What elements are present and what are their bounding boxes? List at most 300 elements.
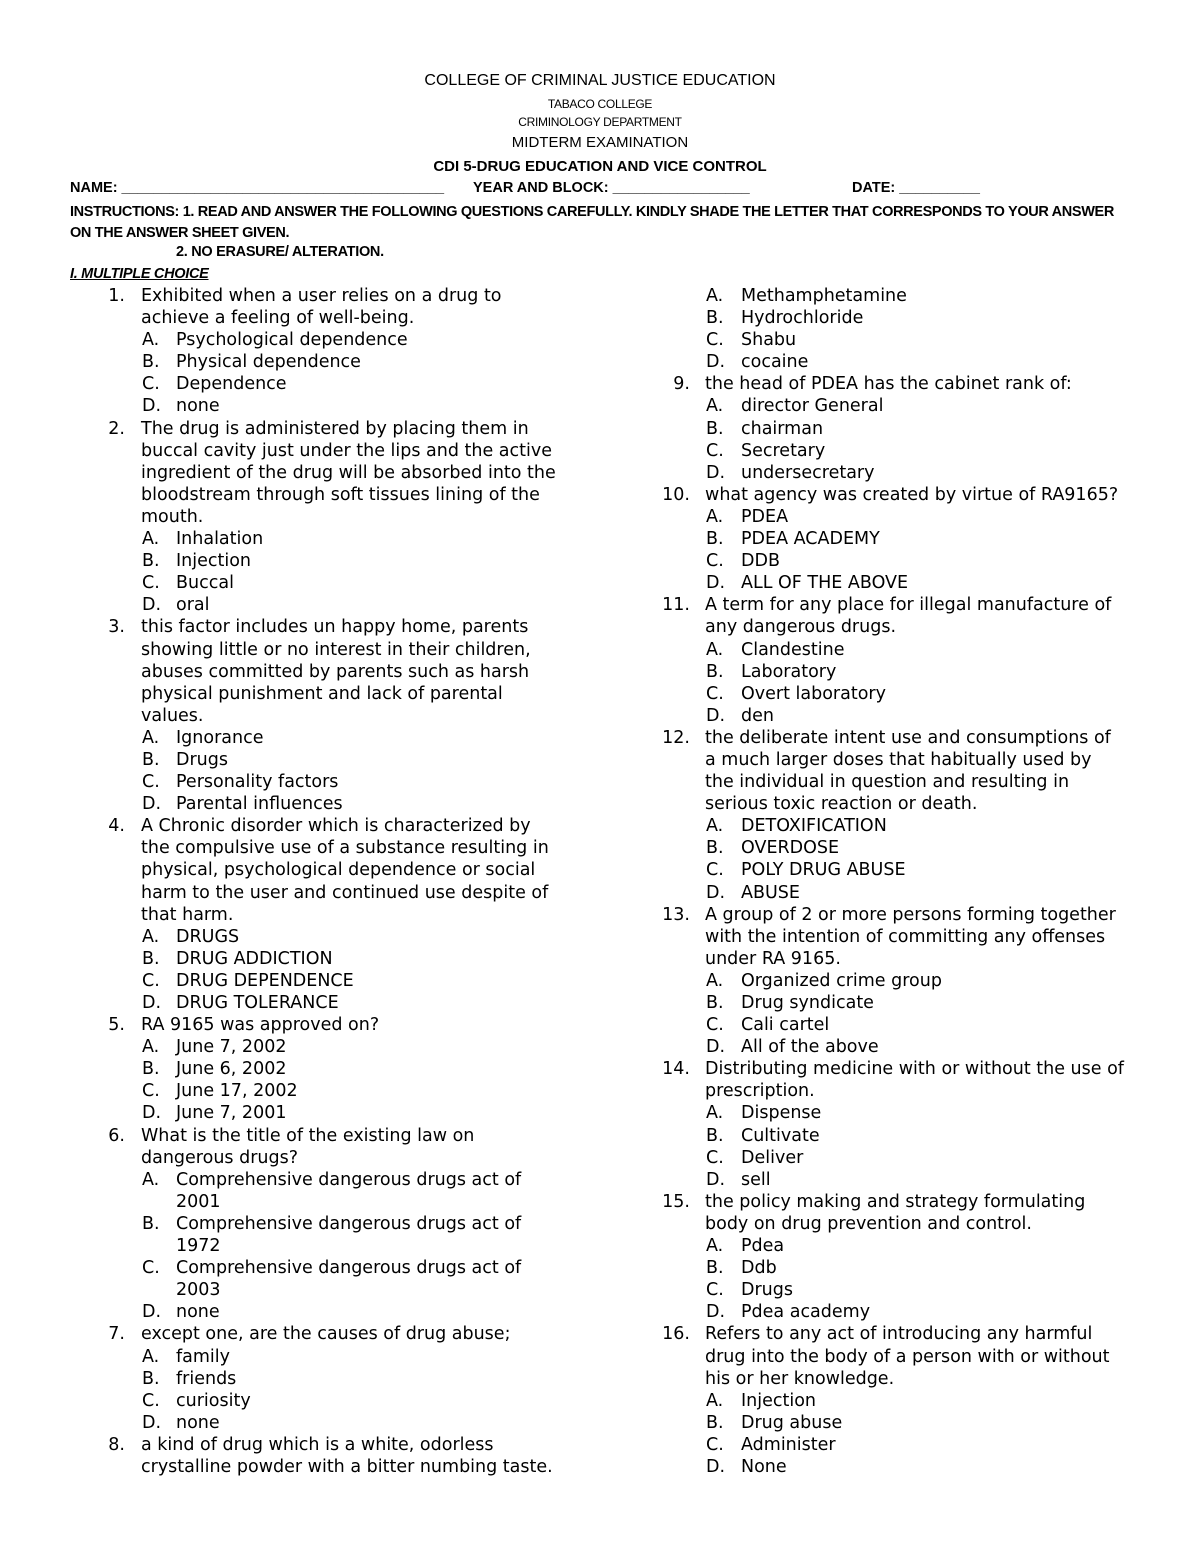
question-line bbox=[600, 1346, 1200, 1368]
answer-option bbox=[600, 1279, 1200, 1301]
answer-option bbox=[0, 1279, 600, 1301]
answer-option bbox=[0, 1412, 600, 1434]
answer-option bbox=[600, 528, 1200, 550]
answer-option bbox=[600, 550, 1200, 572]
option-text: Drugs bbox=[176, 749, 228, 770]
option-text: Comprehensive dangerous drugs act of bbox=[176, 1258, 522, 1279]
option-text: DRUG DEPENDENCE bbox=[176, 970, 354, 991]
option-letter: D. bbox=[142, 595, 162, 616]
right-question-column bbox=[600, 285, 1200, 1478]
college-name: COLLEGE OF CRIMINAL JUSTICE EDUCATION bbox=[424, 72, 776, 89]
question-line bbox=[0, 440, 600, 462]
option-text: Drug syndicate bbox=[741, 993, 874, 1013]
option-text: Psychological dependence bbox=[176, 330, 408, 351]
option-text: family bbox=[176, 1346, 231, 1367]
option-text: director General bbox=[741, 396, 884, 417]
answer-option bbox=[600, 572, 1200, 594]
option-text: Shabu bbox=[741, 330, 797, 351]
answer-option bbox=[600, 639, 1200, 661]
option-text: Pdea bbox=[741, 1236, 785, 1257]
question-line bbox=[0, 506, 600, 528]
student-fields bbox=[70, 180, 1130, 200]
question-line bbox=[0, 837, 600, 859]
department-name: CRIMINOLOGY DEPARTMENT bbox=[518, 115, 682, 129]
option-text: Dependence bbox=[176, 374, 287, 395]
option-text: June 17, 2002 bbox=[176, 1081, 298, 1102]
answer-option bbox=[600, 1301, 1200, 1323]
option-letter: D. bbox=[706, 1456, 726, 1477]
question-text: drug into the body of a person with or without bbox=[705, 1346, 1110, 1367]
option-text: 2001 bbox=[176, 1191, 221, 1212]
answer-option bbox=[0, 550, 600, 572]
option-letter: C. bbox=[142, 573, 160, 594]
question-line bbox=[600, 948, 1200, 970]
question-text: his or her knowledge. bbox=[705, 1368, 895, 1389]
answer-option bbox=[600, 1390, 1200, 1412]
question-text: physical, psychological dependence or social bbox=[141, 860, 536, 881]
question-line bbox=[0, 882, 600, 904]
question-text: values. bbox=[141, 705, 204, 726]
question-text: a kind of drug which is a white, odorless bbox=[141, 1434, 494, 1455]
question-line bbox=[0, 1456, 600, 1478]
option-letter: C. bbox=[706, 1434, 724, 1455]
question-number: 3. bbox=[108, 617, 125, 638]
answer-option bbox=[600, 837, 1200, 859]
answer-option bbox=[0, 749, 600, 771]
question-text: the head of PDEA has the cabinet rank of: bbox=[705, 374, 1072, 395]
option-letter: B. bbox=[706, 993, 724, 1013]
answer-option bbox=[0, 572, 600, 594]
option-text: Ddb bbox=[741, 1258, 777, 1279]
question-text: prescription. bbox=[705, 1081, 815, 1102]
answer-option bbox=[600, 285, 1200, 307]
option-letter: A. bbox=[706, 286, 724, 306]
question-text: Refers to any act of introducing any harmful bbox=[705, 1324, 1093, 1345]
option-letter: C. bbox=[706, 683, 724, 704]
question-line bbox=[0, 462, 600, 484]
option-text: DRUGS bbox=[176, 926, 240, 947]
option-letter: A. bbox=[142, 330, 160, 351]
answer-option bbox=[600, 1257, 1200, 1279]
question-text: serious toxic reaction or death. bbox=[705, 794, 978, 815]
question-line bbox=[600, 727, 1200, 749]
left-question-column bbox=[0, 285, 600, 1478]
option-letter: A. bbox=[706, 1103, 724, 1124]
answer-option bbox=[600, 351, 1200, 373]
option-letter: D. bbox=[142, 794, 162, 815]
answer-option bbox=[0, 793, 600, 815]
question-text: the policy making and strategy formulating bbox=[705, 1191, 1086, 1212]
answer-option bbox=[0, 1080, 600, 1102]
option-letter: B. bbox=[706, 529, 724, 550]
option-text: den bbox=[741, 705, 774, 726]
question-text: A term for any place for illegal manufacture of bbox=[705, 595, 1112, 616]
question-number: 13. bbox=[662, 904, 690, 925]
answer-option bbox=[600, 1147, 1200, 1169]
option-letter: C. bbox=[706, 1147, 724, 1168]
option-text: POLY DRUG ABUSE bbox=[741, 860, 906, 881]
answer-option bbox=[600, 329, 1200, 351]
answer-option bbox=[600, 1434, 1200, 1456]
option-text: DRUG ADDICTION bbox=[176, 948, 333, 969]
answer-option bbox=[0, 992, 600, 1014]
option-text: All of the above bbox=[741, 1037, 879, 1058]
question-text: The drug is administered by placing them in bbox=[141, 418, 529, 439]
question-text: harm to the user and continued use despite of bbox=[141, 882, 549, 903]
option-letter: D. bbox=[706, 705, 726, 726]
answer-option bbox=[600, 815, 1200, 837]
question-text: ingredient of the drug will be absorbed into the bbox=[141, 462, 556, 483]
option-text: DDB bbox=[741, 551, 780, 572]
answer-option bbox=[0, 727, 600, 749]
option-letter: B. bbox=[142, 1368, 160, 1389]
option-text: Injection bbox=[741, 1390, 817, 1411]
option-letter: B. bbox=[706, 838, 724, 859]
question-text: except one, are the causes of drug abuse; bbox=[141, 1324, 511, 1345]
option-letter: D. bbox=[706, 882, 726, 903]
question-line bbox=[0, 616, 600, 638]
option-letter: C. bbox=[706, 1280, 724, 1301]
question-line bbox=[600, 793, 1200, 815]
question-line bbox=[600, 594, 1200, 616]
subject-title: CDI 5-DRUG EDUCATION AND VICE CONTROL bbox=[433, 158, 767, 175]
option-text: Buccal bbox=[176, 573, 234, 594]
option-text: June 6, 2002 bbox=[176, 1059, 287, 1080]
answer-option bbox=[600, 661, 1200, 683]
option-text: Laboratory bbox=[741, 661, 837, 682]
option-text: friends bbox=[176, 1368, 237, 1389]
answer-option bbox=[0, 1169, 600, 1191]
question-text: achieve a feeling of well-being. bbox=[141, 308, 415, 329]
option-text: Organized crime group bbox=[741, 970, 942, 991]
option-text: Deliver bbox=[741, 1147, 804, 1168]
option-letter: B. bbox=[706, 1125, 724, 1146]
answer-option bbox=[600, 418, 1200, 440]
option-text: OVERDOSE bbox=[741, 838, 840, 859]
option-text: ABUSE bbox=[741, 882, 800, 903]
school-name: TABACO COLLEGE bbox=[547, 97, 653, 111]
answer-option bbox=[0, 1213, 600, 1235]
option-letter: C. bbox=[142, 772, 160, 793]
question-text: the individual in question and resulting in bbox=[705, 772, 1070, 793]
question-text: this factor includes un happy home, parents bbox=[141, 617, 529, 638]
question-line bbox=[0, 285, 600, 307]
option-text: PDEA bbox=[741, 506, 789, 527]
option-letter: D. bbox=[142, 1103, 162, 1124]
question-number: 7. bbox=[108, 1324, 125, 1345]
option-letter: A. bbox=[706, 506, 724, 527]
question-number: 9. bbox=[673, 374, 690, 395]
answer-option bbox=[600, 462, 1200, 484]
option-letter: B. bbox=[142, 1059, 160, 1080]
question-line bbox=[0, 1323, 600, 1345]
option-letter: C. bbox=[706, 440, 724, 461]
question-text: physical punishment and lack of parental bbox=[141, 683, 503, 704]
answer-option bbox=[0, 373, 600, 395]
option-text: Personality factors bbox=[176, 772, 339, 793]
option-text: ALL OF THE ABOVE bbox=[741, 573, 909, 594]
option-letter: D. bbox=[142, 1412, 162, 1433]
question-text: with the intention of committing any offenses bbox=[705, 926, 1106, 947]
question-line bbox=[0, 705, 600, 727]
answer-option bbox=[600, 1235, 1200, 1257]
option-letter: D. bbox=[142, 1302, 162, 1323]
question-line bbox=[600, 1058, 1200, 1080]
answer-option bbox=[600, 683, 1200, 705]
option-text: Cultivate bbox=[741, 1125, 820, 1146]
question-line bbox=[0, 1125, 600, 1147]
question-number: 16. bbox=[662, 1324, 690, 1345]
option-text: DRUG TOLERANCE bbox=[176, 993, 339, 1013]
question-text: dangerous drugs? bbox=[141, 1147, 298, 1168]
question-line bbox=[600, 373, 1200, 395]
question-text: what agency was created by virtue of RA9165? bbox=[705, 484, 1119, 505]
option-letter: B. bbox=[706, 418, 724, 439]
option-text: Inhalation bbox=[176, 529, 264, 550]
question-line bbox=[0, 661, 600, 683]
answer-option bbox=[0, 395, 600, 417]
question-text: A Chronic disorder which is characterized by bbox=[141, 816, 531, 837]
option-text: chairman bbox=[741, 418, 824, 439]
question-number: 10. bbox=[662, 484, 690, 505]
answer-option bbox=[600, 506, 1200, 528]
question-line bbox=[0, 683, 600, 705]
question-line bbox=[0, 418, 600, 440]
question-text: abuses committed by parents such as harsh bbox=[141, 661, 530, 682]
option-text: cocaine bbox=[741, 352, 809, 373]
option-text: None bbox=[741, 1456, 787, 1477]
option-letter: A. bbox=[142, 926, 160, 947]
option-letter: A. bbox=[706, 396, 724, 417]
answer-option bbox=[0, 970, 600, 992]
answer-option bbox=[0, 1235, 600, 1257]
option-letter: D. bbox=[142, 993, 162, 1013]
question-line bbox=[0, 307, 600, 329]
option-letter: D. bbox=[706, 352, 726, 373]
question-line bbox=[600, 1080, 1200, 1102]
option-letter: B. bbox=[142, 948, 160, 969]
option-text: Secretary bbox=[741, 440, 826, 461]
question-line bbox=[600, 771, 1200, 793]
option-text: 2003 bbox=[176, 1280, 221, 1301]
question-line bbox=[600, 749, 1200, 771]
question-line bbox=[0, 904, 600, 926]
answer-option bbox=[0, 528, 600, 550]
question-line bbox=[600, 616, 1200, 638]
question-line bbox=[0, 859, 600, 881]
answer-option bbox=[0, 1257, 600, 1279]
option-letter: C. bbox=[706, 330, 724, 351]
question-line bbox=[600, 1368, 1200, 1390]
question-line bbox=[600, 904, 1200, 926]
question-line bbox=[600, 1213, 1200, 1235]
option-letter: A. bbox=[706, 816, 724, 837]
option-text: Hydrochloride bbox=[741, 308, 864, 329]
option-letter: A. bbox=[142, 1037, 160, 1058]
option-letter: A. bbox=[142, 1169, 160, 1190]
option-text: Pdea academy bbox=[741, 1302, 871, 1323]
answer-option bbox=[600, 1036, 1200, 1058]
answer-option bbox=[600, 440, 1200, 462]
answer-option bbox=[600, 1125, 1200, 1147]
option-text: undersecretary bbox=[741, 462, 875, 483]
option-letter: D. bbox=[706, 1169, 726, 1190]
question-text: the compulsive use of a substance resulting in bbox=[141, 838, 549, 859]
question-text: showing little or no interest in their children, bbox=[141, 639, 531, 660]
question-number: 6. bbox=[108, 1125, 125, 1146]
question-text: Exhibited when a user relies on a drug to bbox=[141, 286, 502, 306]
option-text: DETOXIFICATION bbox=[741, 816, 887, 837]
question-text: RA 9165 was approved on? bbox=[141, 1015, 380, 1036]
answer-option bbox=[600, 1014, 1200, 1036]
option-letter: C. bbox=[706, 860, 724, 881]
instructions: INSTRUCTIONS: 1. READ AND ANSWER THE FOLLOWING QUESTIONS CAREFULLY. KINDLY SHADE THE LETTER THAT CORRESPONDS TO YOUR ANSWER ON THE ANSWER SHEET GIVEN. bbox=[70, 204, 1114, 241]
option-text: curiosity bbox=[176, 1390, 251, 1411]
option-letter: C. bbox=[142, 374, 160, 395]
option-text: oral bbox=[176, 595, 210, 616]
question-line bbox=[0, 1147, 600, 1169]
question-number: 14. bbox=[662, 1059, 690, 1080]
answer-option bbox=[0, 1036, 600, 1058]
option-letter: B. bbox=[706, 308, 724, 329]
option-letter: C. bbox=[142, 1258, 160, 1279]
question-number: 5. bbox=[108, 1015, 125, 1036]
answer-option bbox=[0, 1390, 600, 1412]
option-text: Drugs bbox=[741, 1280, 793, 1301]
question-line bbox=[0, 639, 600, 661]
question-number: 15. bbox=[662, 1191, 690, 1212]
question-line bbox=[600, 926, 1200, 948]
answer-option bbox=[0, 1301, 600, 1323]
year-block-field: YEAR AND BLOCK: _________________ bbox=[473, 180, 750, 196]
answer-option bbox=[0, 771, 600, 793]
answer-option bbox=[0, 1191, 600, 1213]
answer-option bbox=[600, 395, 1200, 417]
question-line bbox=[600, 484, 1200, 506]
option-letter: D. bbox=[706, 462, 726, 483]
option-text: none bbox=[176, 1412, 220, 1433]
option-letter: C. bbox=[142, 1081, 160, 1102]
question-text: What is the title of the existing law on bbox=[141, 1125, 475, 1146]
answer-option bbox=[600, 307, 1200, 329]
option-letter: C. bbox=[706, 551, 724, 572]
answer-option bbox=[0, 1346, 600, 1368]
option-letter: D. bbox=[706, 573, 726, 594]
option-letter: B. bbox=[142, 551, 160, 572]
option-letter: C. bbox=[142, 970, 160, 991]
question-line bbox=[600, 1323, 1200, 1345]
answer-option bbox=[600, 705, 1200, 727]
question-number: 4. bbox=[108, 816, 125, 837]
answer-option bbox=[600, 882, 1200, 904]
answer-option bbox=[600, 859, 1200, 881]
question-text: that harm. bbox=[141, 904, 234, 925]
answer-option bbox=[0, 594, 600, 616]
answer-option bbox=[0, 1368, 600, 1390]
option-letter: B. bbox=[142, 352, 160, 373]
answer-option bbox=[0, 1058, 600, 1080]
option-text: Clandestine bbox=[741, 639, 845, 660]
option-text: none bbox=[176, 1302, 220, 1323]
option-text: none bbox=[176, 396, 220, 417]
answer-option bbox=[0, 948, 600, 970]
option-letter: B. bbox=[706, 661, 724, 682]
question-text: crystalline powder with a bitter numbing taste. bbox=[141, 1456, 553, 1477]
answer-option bbox=[600, 1412, 1200, 1434]
question-number: 1. bbox=[108, 286, 125, 306]
option-letter: A. bbox=[706, 1236, 724, 1257]
option-text: Methamphetamine bbox=[741, 286, 907, 306]
question-text: mouth. bbox=[141, 506, 204, 527]
question-line bbox=[0, 484, 600, 506]
option-letter: B. bbox=[142, 749, 160, 770]
option-text: Cali cartel bbox=[741, 1015, 830, 1036]
option-letter: A. bbox=[142, 1346, 160, 1367]
question-line bbox=[0, 1434, 600, 1456]
option-text: Dispense bbox=[741, 1103, 822, 1124]
option-letter: D. bbox=[706, 1302, 726, 1323]
date-field: DATE: __________ bbox=[852, 180, 980, 196]
question-text: a much larger doses that habitually used by bbox=[705, 749, 1092, 770]
option-text: 1972 bbox=[176, 1236, 221, 1257]
option-letter: A. bbox=[142, 529, 160, 550]
option-text: Ignorance bbox=[176, 727, 264, 748]
question-text: under RA 9165. bbox=[705, 948, 841, 969]
option-text: Administer bbox=[741, 1434, 836, 1455]
question-text: buccal cavity just under the lips and the active bbox=[141, 440, 553, 461]
option-letter: A. bbox=[706, 970, 724, 991]
option-text: Overt laboratory bbox=[741, 683, 886, 704]
option-letter: B. bbox=[706, 1412, 724, 1433]
question-text: body on drug prevention and control. bbox=[705, 1213, 1032, 1234]
option-letter: A. bbox=[142, 727, 160, 748]
option-text: Comprehensive dangerous drugs act of bbox=[176, 1213, 522, 1234]
question-line bbox=[0, 1014, 600, 1036]
question-number: 2. bbox=[108, 418, 125, 439]
answer-option bbox=[600, 1102, 1200, 1124]
section-title: I. MULTIPLE CHOICE bbox=[70, 266, 209, 282]
answer-option bbox=[0, 351, 600, 373]
question-line bbox=[600, 1191, 1200, 1213]
option-text: June 7, 2001 bbox=[176, 1103, 287, 1124]
exam-title: MIDTERM EXAMINATION bbox=[511, 134, 689, 151]
option-letter: D. bbox=[142, 396, 162, 417]
option-text: sell bbox=[741, 1169, 771, 1190]
answer-option bbox=[600, 1456, 1200, 1478]
answer-option bbox=[600, 992, 1200, 1014]
instructions-rule-2: 2. NO ERASURE/ ALTERATION. bbox=[176, 244, 384, 260]
option-letter: A. bbox=[706, 1390, 724, 1411]
option-text: PDEA ACADEMY bbox=[741, 529, 880, 550]
option-letter: C. bbox=[706, 1015, 724, 1036]
option-text: Drug abuse bbox=[741, 1412, 843, 1433]
question-text: A group of 2 or more persons forming together bbox=[705, 904, 1116, 925]
question-number: 8. bbox=[108, 1434, 125, 1455]
option-letter: D. bbox=[706, 1037, 726, 1058]
question-number: 12. bbox=[662, 727, 690, 748]
question-text: bloodstream through soft tissues lining of the bbox=[141, 484, 540, 505]
option-letter: A. bbox=[706, 639, 724, 660]
question-text: any dangerous drugs. bbox=[705, 617, 897, 638]
answer-option bbox=[600, 1169, 1200, 1191]
answer-option bbox=[0, 926, 600, 948]
question-text: the deliberate intent use and consumptions of bbox=[705, 727, 1111, 748]
option-text: Comprehensive dangerous drugs act of bbox=[176, 1169, 522, 1190]
question-text: Distributing medicine with or without the use of bbox=[705, 1059, 1124, 1080]
answer-option bbox=[0, 329, 600, 351]
answer-option bbox=[600, 970, 1200, 992]
option-letter: B. bbox=[142, 1213, 160, 1234]
